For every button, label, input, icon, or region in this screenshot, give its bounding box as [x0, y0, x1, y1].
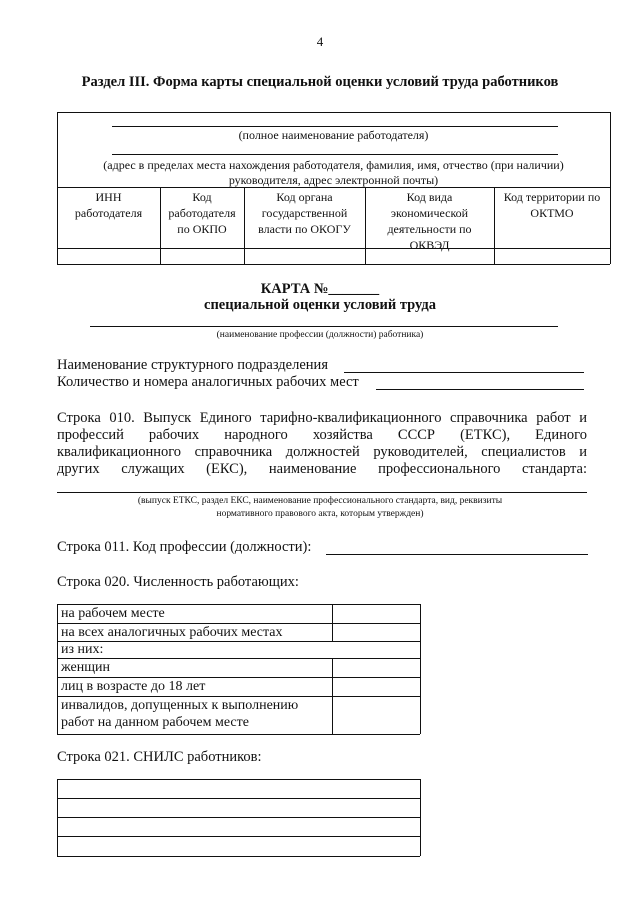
- unit-label: Наименование структурного подразделения: [57, 357, 328, 373]
- page-number: 4: [316, 34, 324, 49]
- profession-line[interactable]: [90, 326, 558, 327]
- row-010-line-3: квалификационного справочника должностей руководителей, специалистов и: [57, 444, 587, 460]
- headcount-row-women: женщин: [61, 660, 110, 675]
- code-header-okogu: Код органа государственной власти по ОКОГУ: [258, 190, 351, 236]
- headcount-row-all-similar: на всех аналогичных рабочих местах: [61, 625, 283, 640]
- code-header-oktmo: Код территории по ОКТМО: [503, 190, 601, 220]
- row-020-label: Строка 020. Численность работающих:: [57, 574, 299, 590]
- employer-address-caption-2: руководителя, адрес электронной почты): [228, 173, 439, 187]
- headcount-row-of-them: из них:: [61, 642, 104, 657]
- headcount-row-disabled-2: работ на данном рабочем месте: [61, 715, 249, 730]
- code-header-okved: Код вида экономической деятельности по ОКВЭД: [387, 190, 472, 252]
- row-010-line-4: других служащих (ЕКС), наименование профессионального стандарта:: [57, 461, 587, 477]
- employer-name-line[interactable]: [112, 126, 558, 127]
- count-label: Количество и номера аналогичных рабочих мест: [57, 374, 359, 390]
- row-010-caption-2: нормативного правового акта, которым утвержден): [216, 509, 424, 519]
- card-title: КАРТА №_______: [260, 281, 380, 297]
- employer-address-line[interactable]: [112, 154, 558, 155]
- row-011-label: Строка 011. Код профессии (должности):: [57, 539, 312, 555]
- row-021-label: Строка 021. СНИЛС работников:: [57, 749, 262, 765]
- row-010-line-1: Строка 010. Выпуск Единого тарифно-квалификационного справочника работ и: [57, 410, 587, 426]
- row-010-line-2: профессий рабочих народного хозяйства СССР (ЕТКС), Единого: [57, 427, 587, 443]
- code-header-okpo: Код работодателя по ОКПО: [168, 190, 236, 236]
- row-010-caption-1: (выпуск ЕТКС, раздел ЕКС, наименование профессионального стандарта, вид, реквизиты: [137, 496, 503, 506]
- headcount-row-disabled-1: инвалидов, допущенных к выполнению: [61, 698, 299, 713]
- card-subtitle: специальной оценки условий труда: [204, 297, 436, 313]
- employer-name-caption: (полное наименование работодателя): [238, 128, 429, 142]
- section-heading: Раздел III. Форма карты специальной оценки условий труда работников: [81, 74, 559, 90]
- headcount-row-under-18: лиц в возрасте до 18 лет: [61, 679, 206, 694]
- profession-caption: (наименование профессии (должности) работника): [216, 330, 424, 340]
- code-header-inn: ИНН работодателя: [74, 190, 143, 220]
- row-011-input-line[interactable]: [326, 554, 588, 555]
- unit-input-line[interactable]: [344, 372, 584, 373]
- count-input-line[interactable]: [376, 389, 584, 390]
- employer-address-caption-1: (адрес в пределах места нахождения работодателя, фамилия, имя, отчество (при наличии): [103, 158, 564, 172]
- row-010-input-line[interactable]: [57, 492, 587, 493]
- headcount-row-workplace: на рабочем месте: [61, 606, 165, 621]
